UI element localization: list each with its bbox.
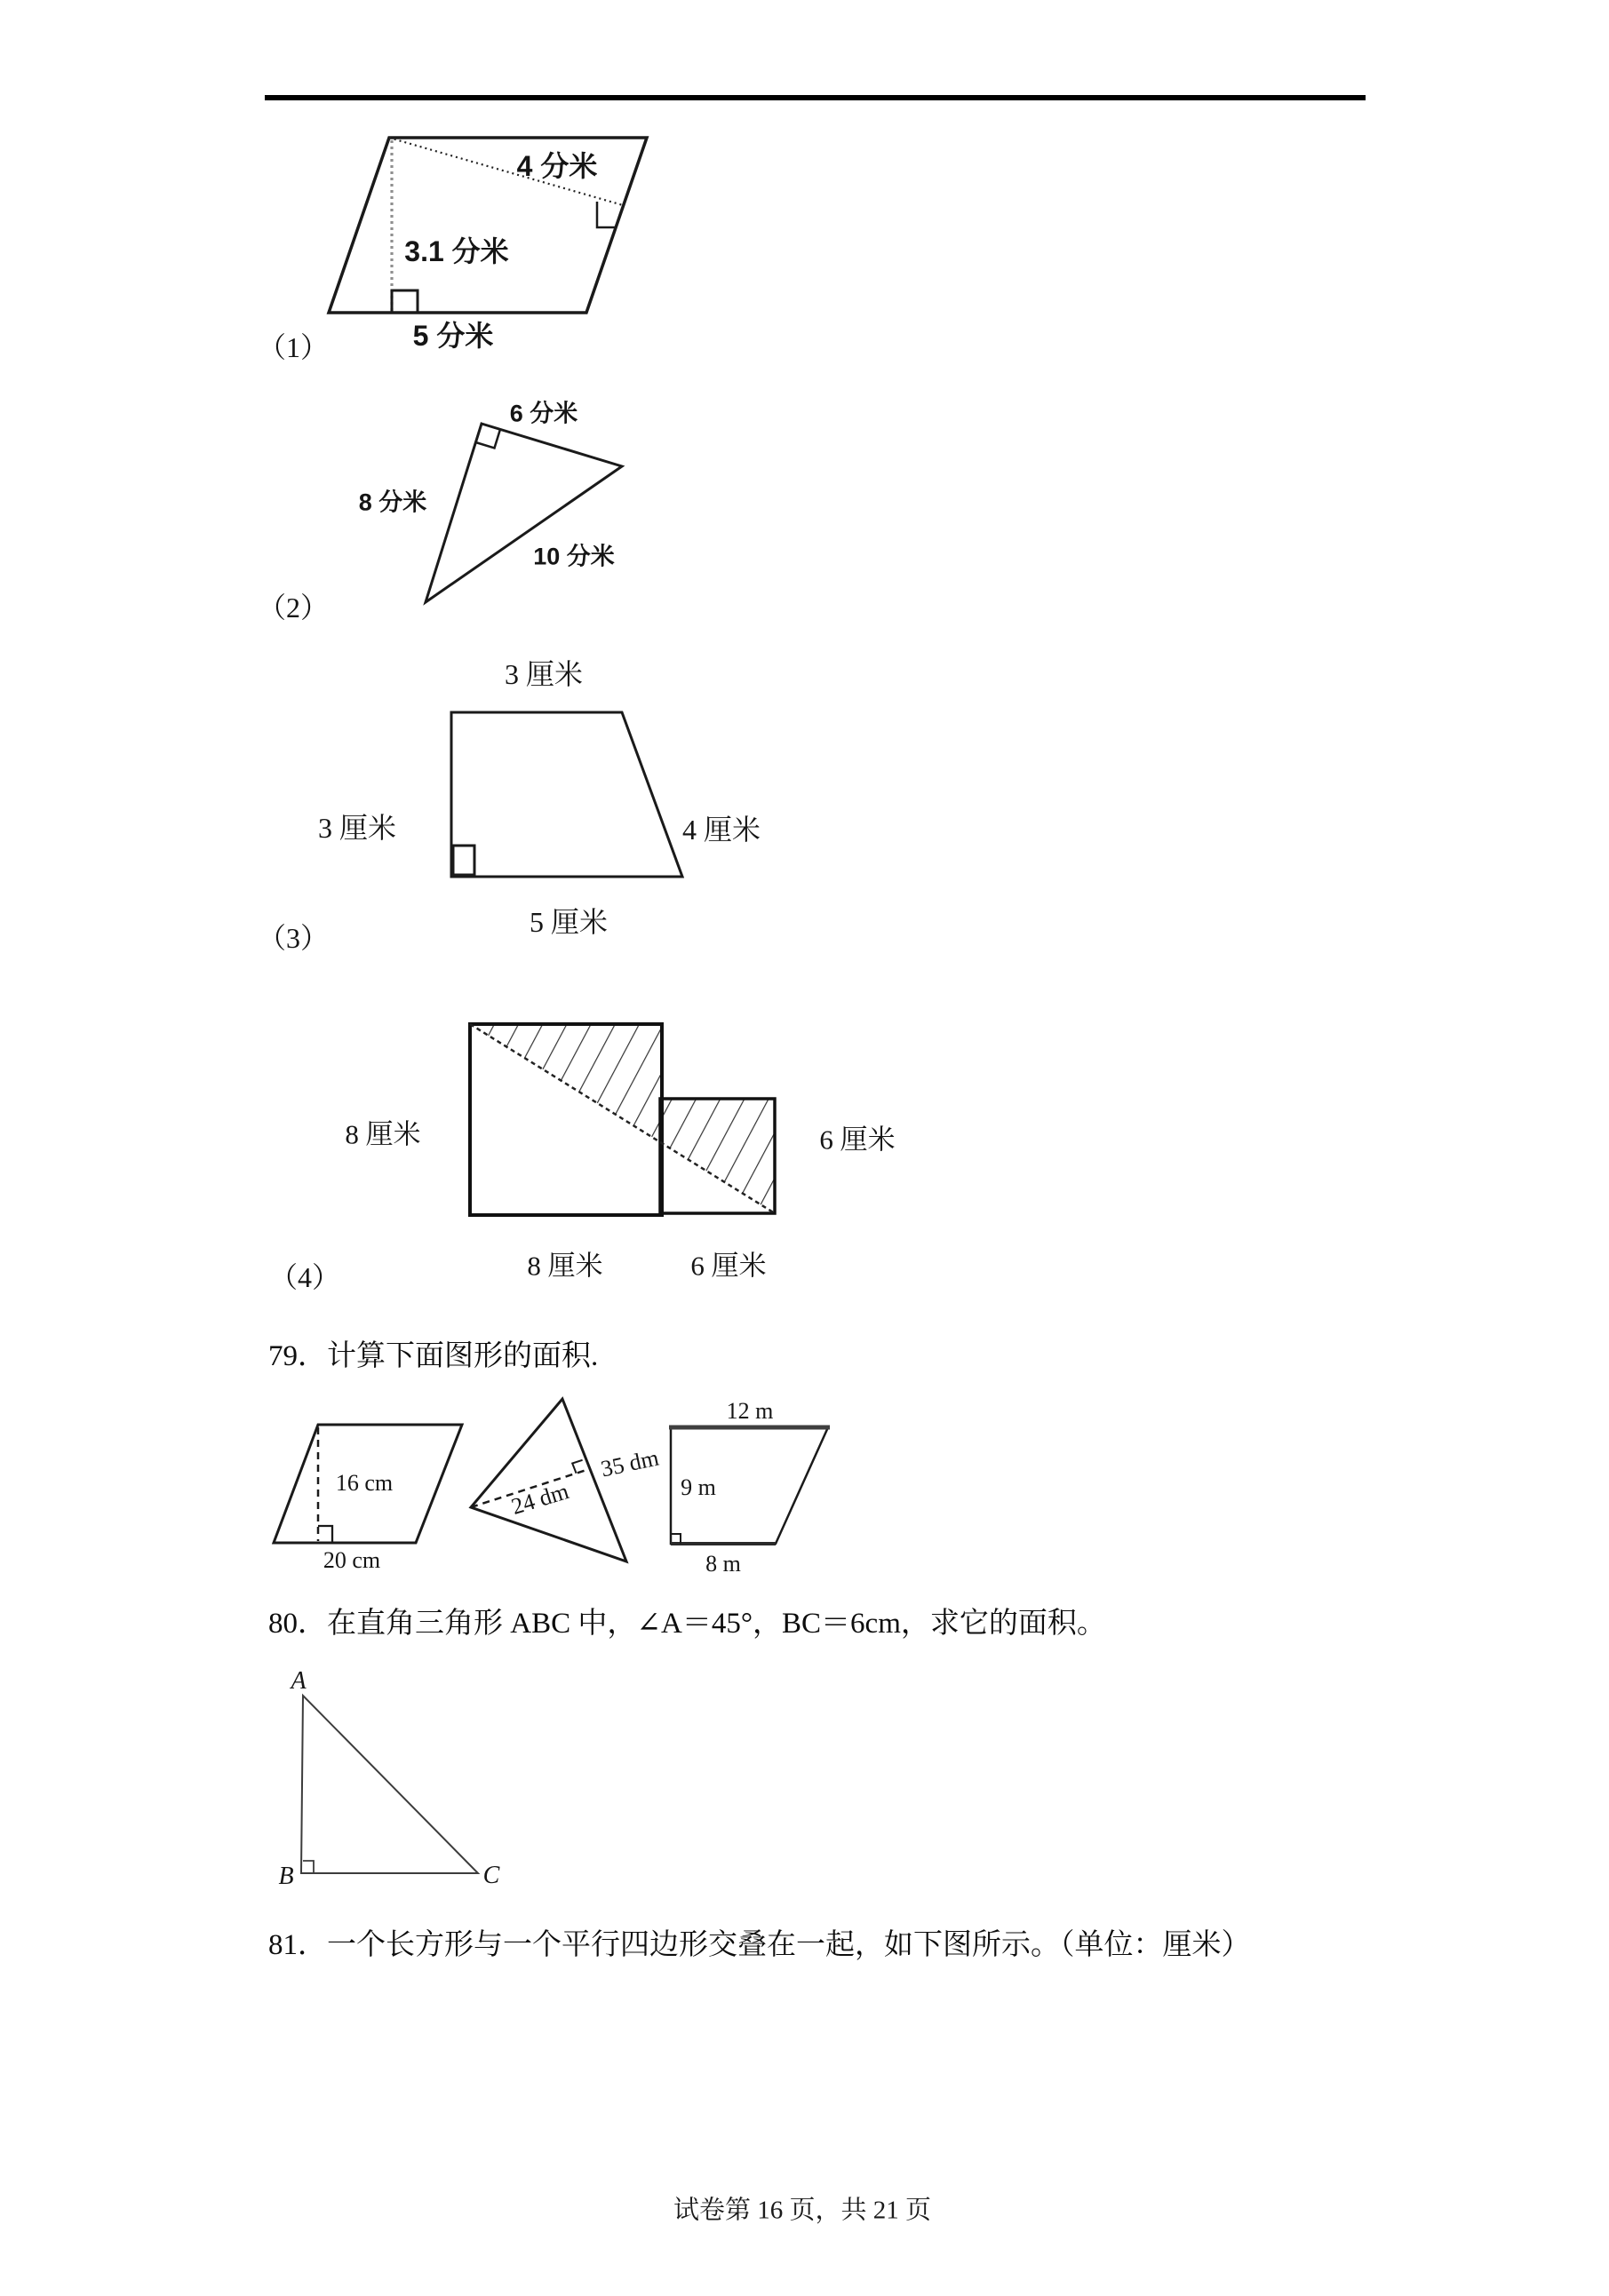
- fig2-hypotenuse-label: 10 分米: [533, 543, 615, 570]
- page-footer: 试卷第 16 页，共 21 页: [673, 2196, 932, 2225]
- question-79-text: 79．计算下面图形的面积.: [268, 1340, 599, 1372]
- q79-trapezoid-top-label: 12 m: [726, 1398, 774, 1424]
- fig1-parallelogram: [329, 138, 647, 313]
- q80-right-angle-mark: [303, 1861, 314, 1873]
- q80-vertex-a-label: A: [291, 1667, 307, 1695]
- fig3-outline: [451, 712, 682, 877]
- fig3-left-label: 3 厘米: [317, 812, 397, 844]
- q79-parallelogram-height-label: 16 cm: [335, 1470, 394, 1496]
- fig4-squares: [470, 1024, 775, 1215]
- fig1-base-label: 5 分米: [412, 320, 494, 352]
- fig2-outline: [426, 424, 622, 602]
- fig4-bottom-left-label: 8 厘米: [527, 1250, 603, 1282]
- fig1-diagonal-label: 4 分米: [516, 150, 598, 182]
- question-80-text: 80．在直角三角形 ABC 中，∠A＝45°，BC＝6cm，求它的面积。: [268, 1608, 1106, 1640]
- q79-triangle-base-label: 24 dm: [508, 1478, 572, 1520]
- fig4-left-label: 8 厘米: [345, 1118, 421, 1150]
- fig3-top-label: 3 厘米: [504, 658, 584, 690]
- fig3-caption: （3）: [257, 922, 330, 954]
- fig4-right-label: 6 厘米: [819, 1124, 896, 1156]
- q80-triangle-outline: [301, 1696, 478, 1873]
- fig4-hatched-region-small: [660, 1099, 775, 1213]
- fig1-height-label: 3.1 分米: [404, 235, 509, 267]
- fig2-caption: （2）: [257, 592, 330, 624]
- q79-trapezoid-bottom-label: 8 m: [705, 1551, 741, 1577]
- fig1-outline: [329, 138, 647, 313]
- fig2-right-triangle: [426, 424, 622, 602]
- q79-parallelogram-base-label: 20 cm: [323, 1547, 381, 1573]
- fig1-caption: （1）: [257, 331, 330, 363]
- fig3-bottom-label: 5 厘米: [529, 906, 609, 938]
- fig4-bottom-right-label: 6 厘米: [690, 1250, 767, 1282]
- fig3-trapezoid: [451, 712, 682, 877]
- fig2-top-label: 6 分米: [509, 400, 578, 427]
- question-81-text: 81．一个长方形与一个平行四边形交叠在一起，如下图所示。（单位：厘米）: [268, 1929, 1251, 1961]
- q80-triangle-abc: [301, 1696, 478, 1873]
- fig2-left-label: 8 分米: [358, 489, 427, 516]
- fig4-caption: （4）: [268, 1261, 341, 1293]
- q80-vertex-c-label: C: [482, 1862, 500, 1889]
- fig3-right-label: 4 厘米: [681, 814, 761, 846]
- q80-vertex-b-label: B: [278, 1863, 294, 1890]
- fig3-right-angle-mark: [453, 846, 474, 875]
- fig1-right-angle-mark-side: [597, 202, 617, 227]
- q79-triangle-height-label: 35 dm: [598, 1444, 662, 1482]
- q79-trapezoid-left-label: 9 m: [681, 1474, 716, 1500]
- q79-parallelogram-right-angle-mark: [318, 1526, 332, 1543]
- fig1-right-angle-mark-base: [392, 290, 418, 313]
